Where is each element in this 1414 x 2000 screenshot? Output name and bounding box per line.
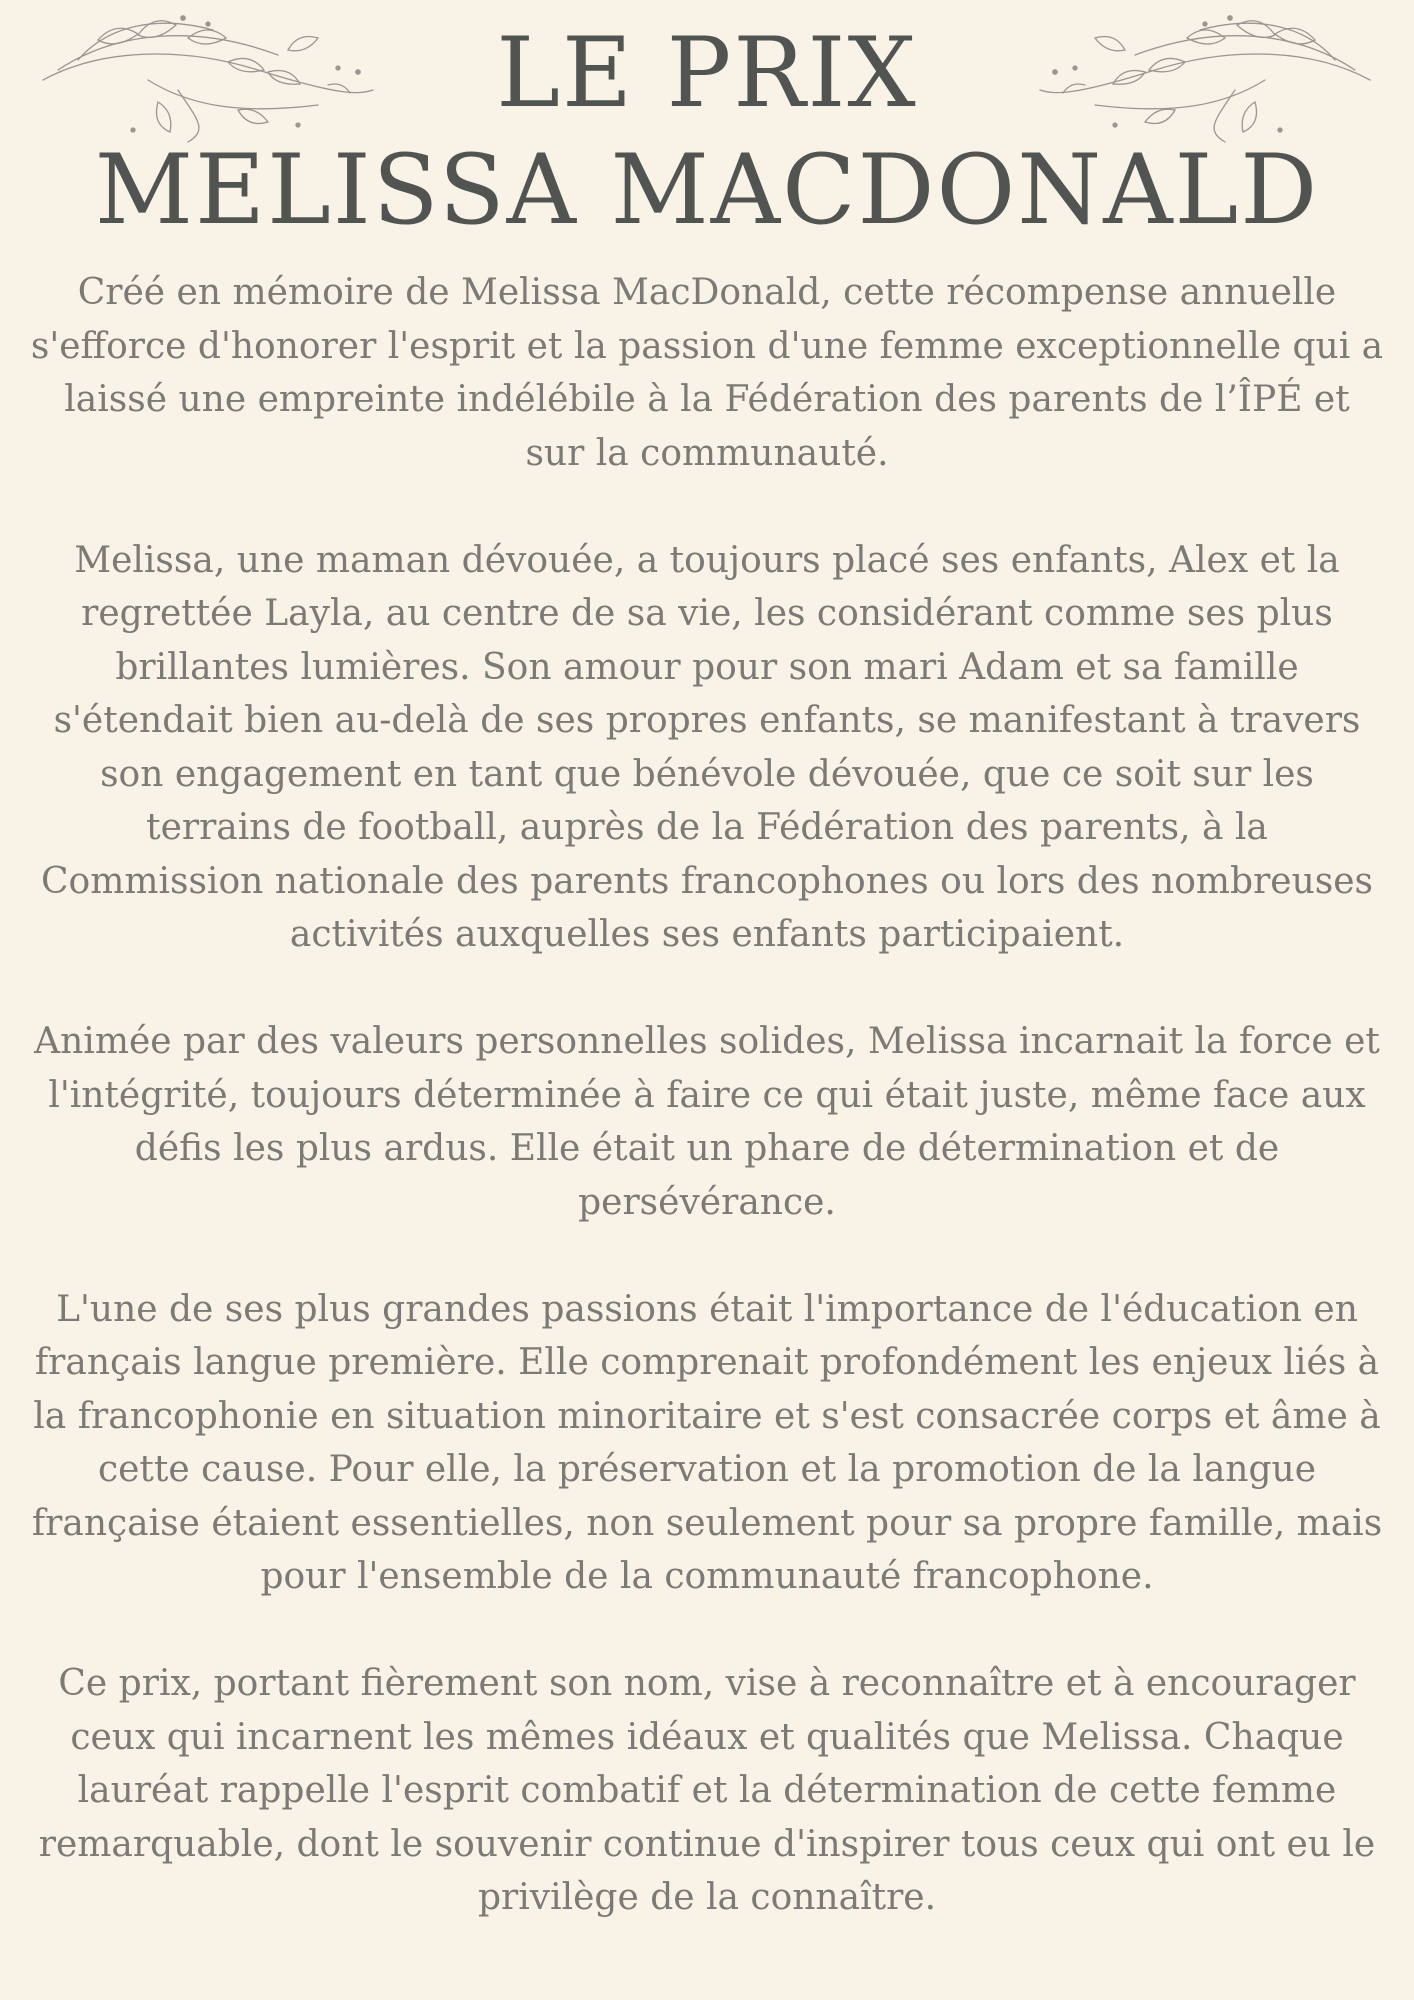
body-text: [30, 266, 1384, 1925]
paragraph-education: L'une de ses plus grandes passions était l'importance de l'éducation en français langue première. Elle comprenait profondément les enjeux liés à la francophonie en situation minoritaire et s'est consacrée corps et âme à cette cause. Pour elle, la préservation et la promotion de la langue française étaient essentielles, non seulement pour sa propre famille, mais pour l'ensemble de la communauté francophone.: [31, 1288, 1383, 1597]
paragraph-family: Melissa, une maman dévouée, a toujours placé ses enfants, Alex et la regrettée Layla, au centre de sa vie, les considérant comme ses plus brillantes lumières. Son amour pour son mari Adam et sa famille s'étendait bien au-delà de ses propres enfants, se manifestant à travers son engagement en tant que bénévole dévouée, que ce soit sur les terrains de football, auprès de la Fédération des parents, à la Commission nationale des parents francophones ou lors des nombreuses activités auxquelles ses enfants participaient.: [40, 539, 1374, 955]
page-title-line-2: MELISSA MACDONALD: [94, 134, 1320, 246]
paragraph-award: Ce prix, portant fièrement son nom, vise à reconnaître et à encourager ceux qui incarnent les mêmes idéaux et qualités que Melissa. Chaque lauréat rappelle l'esprit combatif et la détermination de cette femme remarquable, dont le souvenir continue d'inspirer tous ceux qui ont eu le privilège de la connaître.: [38, 1663, 1376, 1918]
paragraph-intro: Créé en mémoire de Melissa MacDonald, cette récompense annuelle s'efforce d'honorer l'esprit et la passion d'une femme exceptionnelle qui a laissé une empreinte indélébile à la Fédération des parents de l’ÎPÉ et sur la communauté.: [30, 272, 1384, 474]
paragraph-values: Animée par des valeurs personnelles solides, Melissa incarnait la force et l'intégrité, toujours déterminée à faire ce qui était juste, même face aux défis les plus ardus. Elle était un phare de détermination et de persévérance.: [34, 1021, 1380, 1223]
page-title-line-1: LE PRIX: [496, 17, 918, 129]
